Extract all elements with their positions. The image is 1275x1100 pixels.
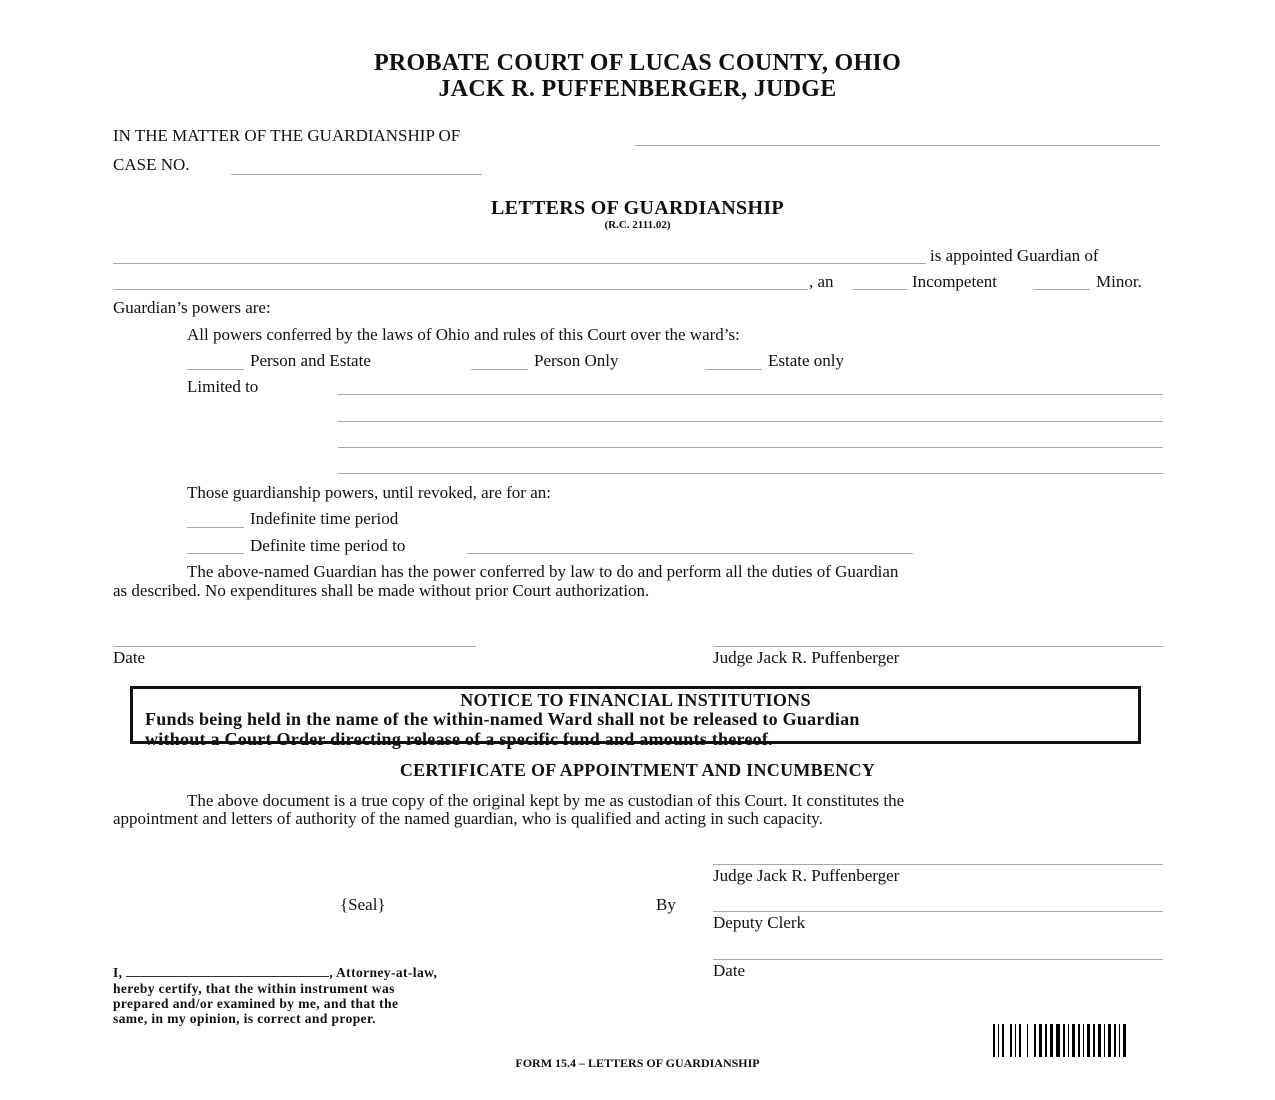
person-and-estate-label: Person and Estate xyxy=(250,351,371,370)
duration-intro: Those guardianship powers, until revoked, are for an: xyxy=(187,483,551,502)
case-number-label: CASE NO. xyxy=(113,155,190,174)
deputy-clerk-signature-line[interactable] xyxy=(713,911,1163,912)
all-powers-text: All powers conferred by the laws of Ohio and rules of this Court over the ward’s: xyxy=(187,325,740,344)
certificate-line-2: appointment and letters of authority of the named guardian, who is qualified and acting in such capacity. xyxy=(113,809,823,828)
person-only-blank[interactable] xyxy=(471,369,528,370)
notice-line-1: Funds being held in the name of the within-named Ward shall not be released to Guardian xyxy=(145,709,860,729)
person-and-estate-blank[interactable] xyxy=(187,369,244,370)
date-label: Date xyxy=(113,648,146,667)
attorney-suffix: , Attorney-at-law, xyxy=(329,965,438,980)
notice-body xyxy=(145,709,860,749)
guardianship-matter-field[interactable] xyxy=(635,145,1160,146)
form-number-footer: FORM 15.4 – LETTERS OF GUARDIANSHIP xyxy=(515,1056,760,1070)
ward-name-field[interactable] xyxy=(113,289,808,290)
judge-name-header: JACK R. PUFFENBERGER, JUDGE xyxy=(438,76,837,102)
statute-reference: (R.C. 2111.02) xyxy=(604,219,671,231)
certificate-date-line[interactable] xyxy=(713,959,1163,960)
powers-intro: Guardian’s powers are: xyxy=(113,298,271,317)
limited-to-line-4[interactable] xyxy=(338,473,1163,474)
limited-to-line-2[interactable] xyxy=(338,421,1163,422)
case-number-field[interactable] xyxy=(231,174,482,175)
limited-to-label: Limited to xyxy=(187,377,259,396)
document-title: LETTERS OF GUARDIANSHIP xyxy=(491,197,784,219)
judge-signature-label: Judge Jack R. Puffenberger xyxy=(713,648,900,667)
incompetent-label: Incompetent xyxy=(912,272,997,291)
date-signature-line[interactable] xyxy=(113,646,476,647)
financial-institutions-notice xyxy=(130,686,1141,749)
attorney-line-4: same, in my opinion, is correct and proper. xyxy=(113,1011,376,1026)
barcode-icon xyxy=(993,1024,1163,1057)
court-name: PROBATE COURT OF LUCAS COUNTY, OHIO xyxy=(373,50,902,76)
certificate-title: CERTIFICATE OF APPOINTMENT AND INCUMBENCY xyxy=(399,760,876,780)
person-only-label: Person Only xyxy=(534,351,619,370)
attorney-line-2: hereby certify, that the within instrument was xyxy=(113,981,395,996)
certificate-judge-label: Judge Jack R. Puffenberger xyxy=(713,866,900,885)
definite-blank[interactable] xyxy=(187,553,244,554)
incompetent-checkbox-blank[interactable] xyxy=(853,289,907,290)
definite-date-field[interactable] xyxy=(467,553,913,554)
notice-line-2: without a Court Order directing release of a specific fund and amounts thereof. xyxy=(145,729,773,749)
estate-only-blank[interactable] xyxy=(705,369,762,370)
notice-title: NOTICE TO FINANCIAL INSTITUTIONS xyxy=(460,690,811,710)
duties-line-2: as described. No expenditures shall be made without prior Court authorization. xyxy=(113,581,650,600)
deputy-clerk-label: Deputy Clerk xyxy=(713,913,806,932)
by-label: By xyxy=(656,895,676,914)
attorney-name-field[interactable] xyxy=(126,965,329,977)
guardian-name-field[interactable] xyxy=(113,263,926,264)
estate-only-label: Estate only xyxy=(768,351,845,370)
duties-line-1: The above-named Guardian has the power conferred by law to do and perform all the duties of Guardian xyxy=(187,562,899,581)
attorney-line-3: prepared and/or examined by me, and that the xyxy=(113,996,399,1011)
indefinite-blank[interactable] xyxy=(187,527,244,528)
certificate-date-label: Date xyxy=(713,961,746,980)
judge-signature-line[interactable] xyxy=(713,646,1163,647)
limited-to-line-3[interactable] xyxy=(338,447,1163,448)
definite-label: Definite time period to xyxy=(250,536,406,555)
minor-checkbox-blank[interactable] xyxy=(1033,289,1090,290)
certificate-judge-signature-line[interactable] xyxy=(713,864,1163,865)
guardianship-matter-label: IN THE MATTER OF THE GUARDIANSHIP OF xyxy=(113,126,461,145)
appointed-text: is appointed Guardian of xyxy=(930,246,1099,265)
limited-to-line-1[interactable] xyxy=(338,394,1163,395)
attorney-line-1 xyxy=(113,965,437,981)
indefinite-label: Indefinite time period xyxy=(250,509,399,528)
seal-label: {Seal} xyxy=(340,895,386,914)
certificate-line-1: The above document is a true copy of the original kept by me as custodian of this Court. It constitutes the xyxy=(187,791,905,810)
minor-label: Minor. xyxy=(1096,272,1142,291)
an-text: , an xyxy=(809,272,834,291)
attorney-prefix: I, xyxy=(113,965,123,980)
